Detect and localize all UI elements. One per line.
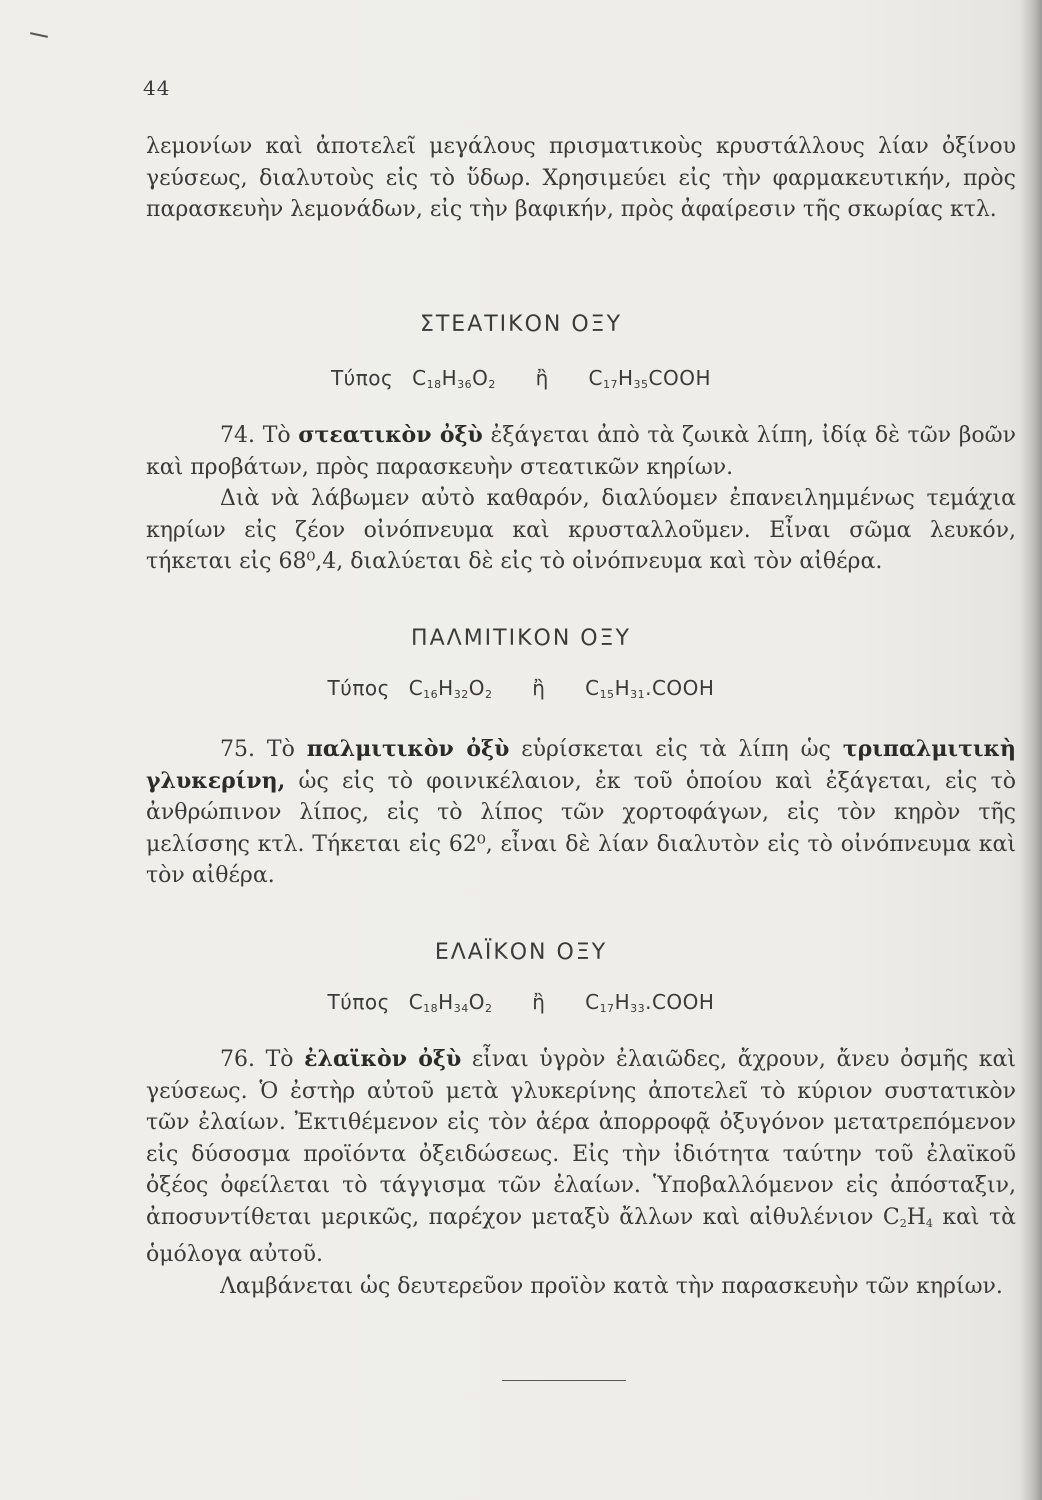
- formula-oleic: [0, 990, 1042, 1015]
- formula-prefix: Τύπος: [327, 990, 390, 1014]
- paragraph-74-a: 74. Τὸ στεατικὸν ὀξὺ ἐξάγεται ἀπὸ τὰ ζωικὰ λίπη, ἰδίᾳ δὲ τῶν βοῶν καὶ προβάτων, πρὸς παρασκευὴν στεατικῶν κηρίων.: [146, 422, 1016, 480]
- page-edge-shadow: [1020, 0, 1042, 1500]
- term-stearic-acid: στεατικὸν ὀξὺ: [298, 422, 483, 448]
- formula-palmitic: [0, 676, 1042, 701]
- term-tripalmitin: τριπαλμιτικὴ γλυκερίνη,: [146, 736, 1016, 794]
- formula-stearic: [0, 366, 1042, 391]
- margin-mark: [30, 32, 48, 38]
- paragraph-76-b: Λαμβάνεται ὡς δευτερεῦον προϊὸν κατὰ τὴν παρασκευὴν τῶν κηρίων.: [220, 1273, 1003, 1299]
- end-rule: [502, 1380, 626, 1381]
- formula-1: $C_{16}H_{32}O_2$: [408, 676, 493, 701]
- formula-or: ἢ: [532, 676, 546, 700]
- section-75-body: [146, 734, 1016, 892]
- formula-1: $C_{18}H_{34}O_2$: [408, 990, 493, 1015]
- page-number: 44: [143, 76, 171, 100]
- section-title-stearic: ΣΤΕΑΤΙΚΟΝ ΟΞΥ: [419, 312, 623, 337]
- term-palmitic-acid: παλμιτικὸν ὀξὺ: [306, 736, 510, 762]
- section-title-oleic: ΕΛΑΪΚΟΝ ΟΞΥ: [434, 940, 608, 965]
- section-title-palmitic: ΠΑΛΜΙΤΙΚΟΝ ΟΞΥ: [411, 626, 631, 651]
- formula-or: ἢ: [532, 990, 546, 1014]
- paragraph-74-b: Διὰ νὰ λάβωμεν αὐτὸ καθαρόν, διαλύομεν ἐπανειλημμένως τεμάχια κηρίων εἰς ζέον οἰνόπνευμα καὶ κρυσταλλοῦμεν. Εἶναι σῶμα λευκόν, τήκεται εἰς 68⁰,4, διαλύεται δὲ εἰς τὸ οἰνόπνευμα καὶ τὸν αἰθέρα.: [146, 486, 1016, 574]
- intro-paragraph-block: [146, 131, 1016, 226]
- formula-2: $C_{15}H_{31}.COOH$: [585, 676, 715, 701]
- formula-2: $C_{17}H_{33}.COOH$: [585, 990, 715, 1015]
- term-oleic-acid: ἐλαϊκὸν ὀξὺ: [304, 1046, 462, 1072]
- formula-or: ἢ: [535, 366, 549, 390]
- section-76-body: [146, 1044, 1016, 1302]
- ethylene-formula: $C_2H_4$: [882, 1204, 933, 1230]
- intro-paragraph: λεμονίων καὶ ἀποτελεῖ μεγάλους πρισματικοὺς κρυστάλλους λίαν ὀξίνου γεύσεως, διαλυτοὺς εἰς τὸ ὕδωρ. Χρησιμεύει εἰς τὴν φαρμακευτικήν, πρὸς παρασκευὴν λεμονάδων, εἰς τὴν βαφικήν, πρὸς ἀφαίρεσιν τῆς σκωρίας κτλ.: [146, 134, 1016, 222]
- paragraph-76-a: 76. Τὸ ἐλαϊκὸν ὀξὺ εἶναι ὑγρὸν ἐλαιῶδες, ἄχρουν, ἄνευ ὀσμῆς καὶ γεύσεως. Ὁ ἐστὴρ αὐτοῦ μετὰ γλυκερίνης ἀποτελεῖ τὸ κύριον συστατικὸν τῶν ἐλαίων. Ἐκτιθέμενον εἰς τὸν ἀέρα ἀπορροφᾷ ὀξυγόνον μετατρεπόμενον εἰς δύσοσμα προϊόντα ὀξειδώσεως. Εἰς τὴν ἰδιότητα ταύτην τοῦ ἐλαϊκοῦ ὀξέος ὀφείλεται τὸ τάγγισμα τῶν ἐλαίων. Ὑποβαλλόμενον εἰς ἀπόσταξιν, ἀποσυντίθεται μερικῶς, παρέχον μεταξὺ ἄλλων καὶ αἰθυλένιον $C_2H_4$ καὶ τὰ ὁμόλογα αὐτοῦ.: [146, 1046, 1017, 1267]
- formula-2: $C_{17}H_{35}COOH$: [588, 366, 712, 391]
- formula-prefix: Τύπος: [327, 676, 390, 700]
- section-74-body: [146, 420, 1016, 578]
- formula-1: $C_{18}H_{36}O_2$: [412, 366, 496, 391]
- paragraph-75: 75. Τὸ παλμιτικὸν ὀξὺ εὑρίσκεται εἰς τὰ λίπη ὡς τριπαλμιτικὴ γλυκερίνη, ὡς εἰς τὸ φοινικέλαιον, ἐκ τοῦ ὁποίου καὶ ἐξάγεται, εἰς τὸ ἀνθρώπινον λίπος, εἰς τὸ λίπος τῶν χορτοφάγων, εἰς τὸν κηρὸν τῆς μελίσσης κτλ. Τήκεται εἰς 62⁰, εἶναι δὲ λίαν διαλυτὸν εἰς τὸ οἰνόπνευμα καὶ τὸν αἰθέρα.: [146, 736, 1016, 888]
- formula-prefix: Τύπος: [330, 366, 394, 390]
